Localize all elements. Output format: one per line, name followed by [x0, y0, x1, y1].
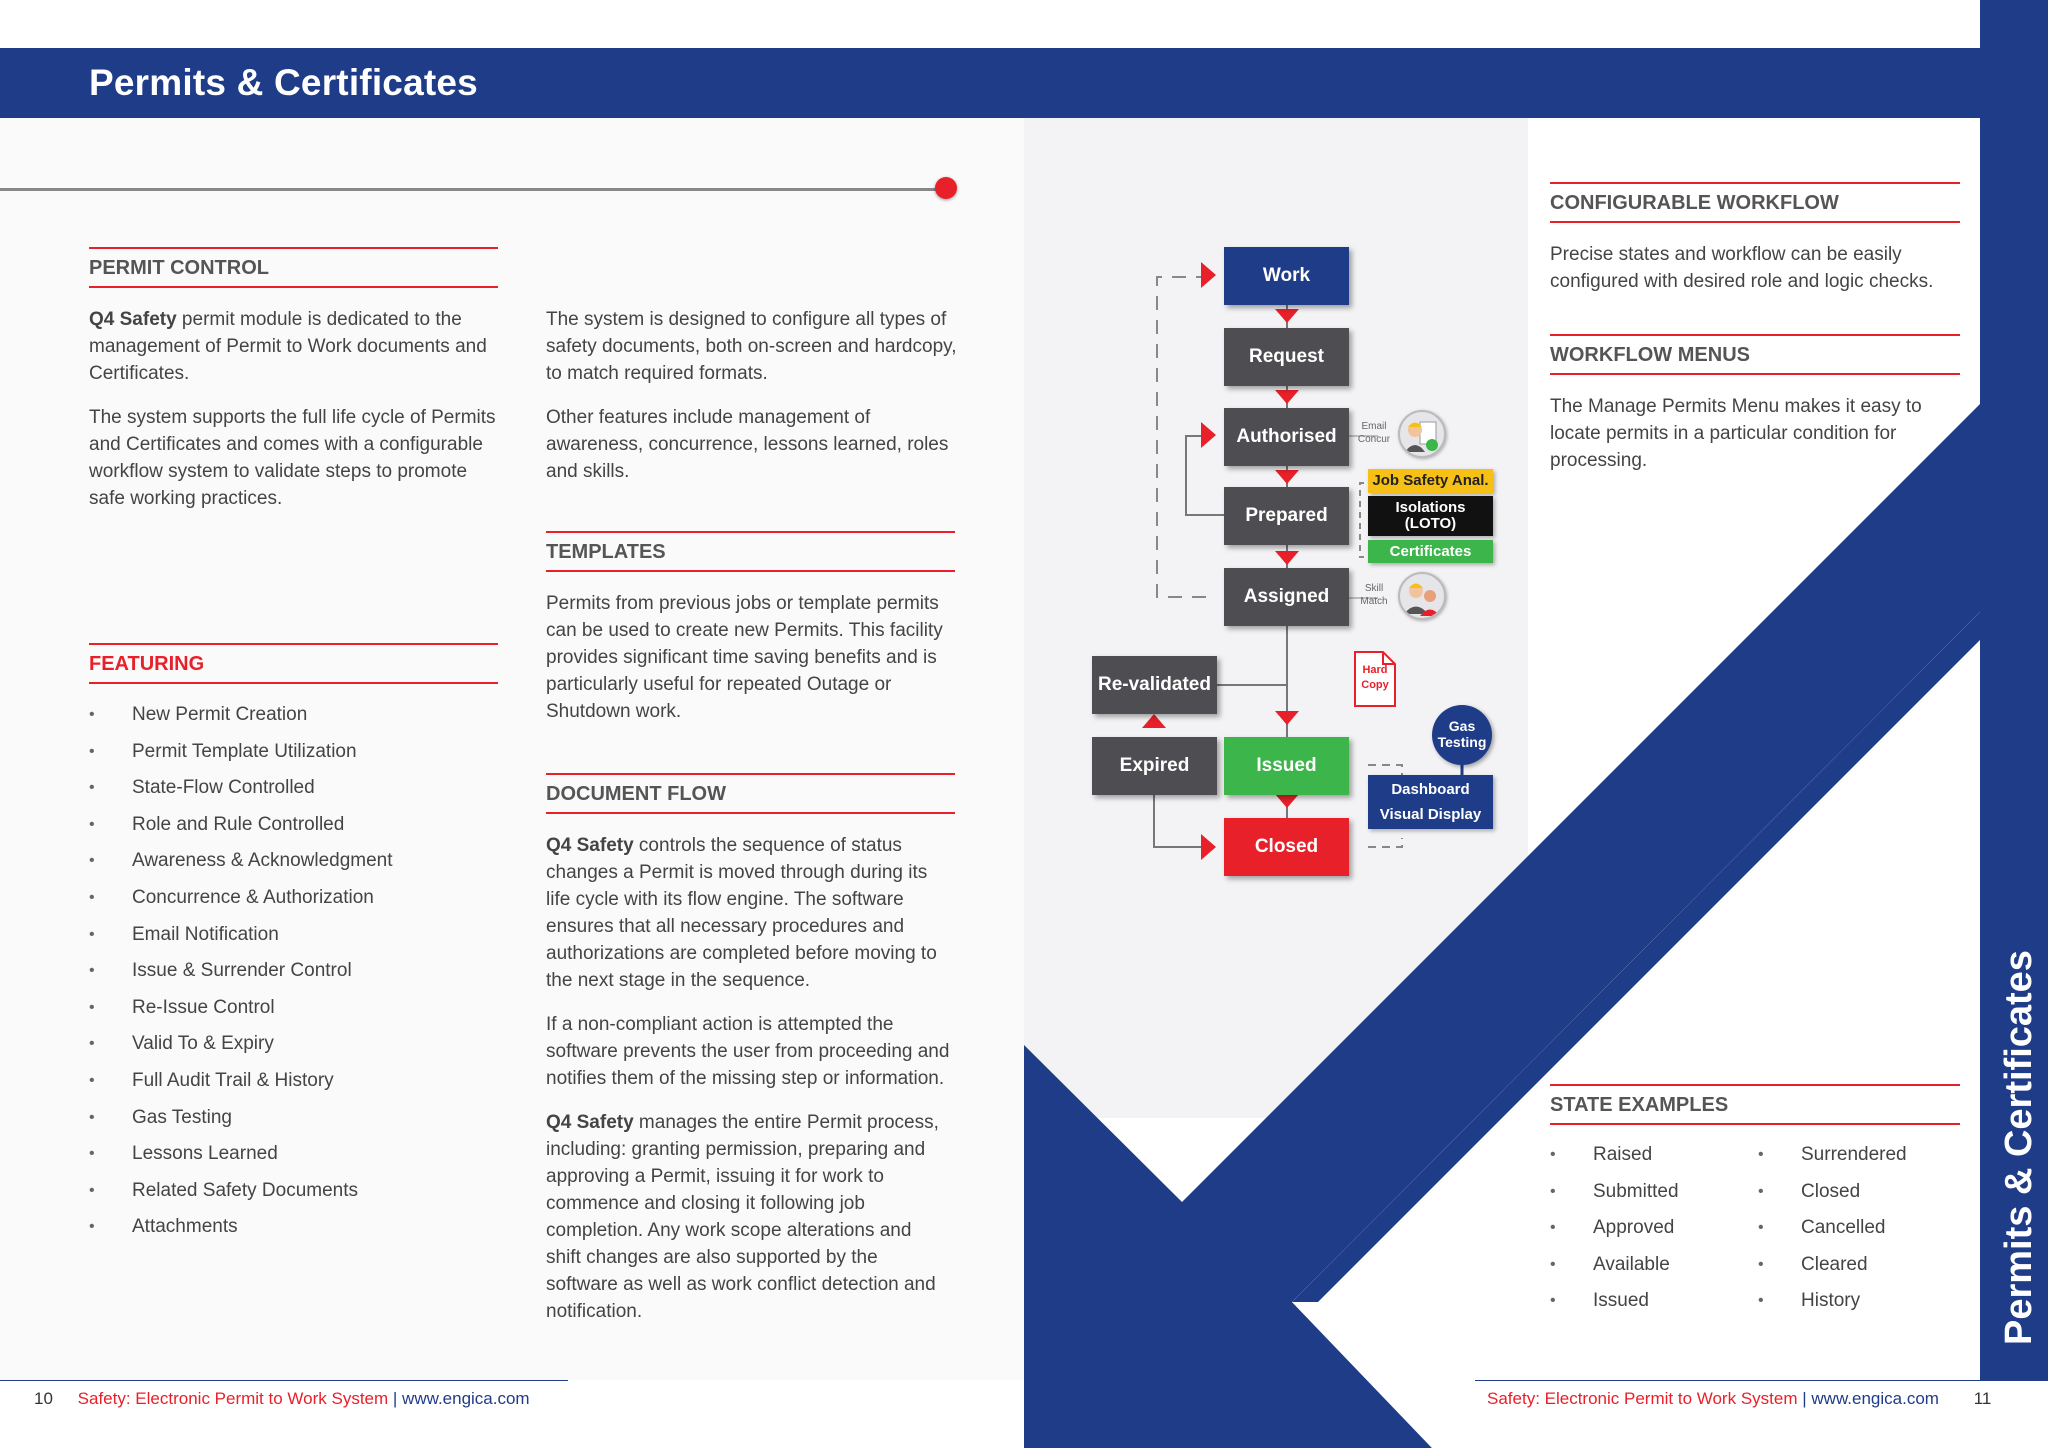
- intro-paragraph-2: Other features include management of awareness, concurrence, lessons learned, roles and skills.: [546, 407, 949, 482]
- hard-copy-label: [1353, 663, 1397, 693]
- workflow-menus-text: [1550, 393, 1955, 491]
- state-issued: Issued: [1224, 737, 1349, 795]
- brand-name: Q4 Safety: [546, 835, 634, 856]
- list-item: • Approved: [1550, 1213, 1760, 1250]
- permit-control-p1-text: permit module is dedicated to the management of Permit to Work documents and Certificates.: [89, 309, 487, 384]
- workflow-menus-paragraph: The Manage Permits Menu makes it easy to locate permits in a particular condition for processing.: [1550, 396, 1922, 471]
- state-assigned: Assigned: [1224, 568, 1349, 626]
- match-label: Match: [1360, 596, 1388, 607]
- list-item: • Role and Rule Controlled: [89, 810, 489, 847]
- list-item: • Concurrence & Authorization: [89, 883, 489, 920]
- list-item: • Gas Testing: [89, 1103, 489, 1140]
- list-item: • Issued: [1550, 1286, 1760, 1323]
- permit-control-paragraph-2: The system supports the full life cycle of Permits and Certificates and comes with a configurable workflow system to validate steps to promote safe working practices.: [89, 407, 496, 509]
- list-item: • Email Notification: [89, 920, 489, 957]
- state-authorised: Authorised: [1224, 408, 1349, 466]
- list-item: • History: [1758, 1286, 1968, 1323]
- email-label: Email: [1361, 421, 1387, 432]
- templates-heading: TEMPLATES: [546, 531, 955, 572]
- concur-label: Concur: [1357, 434, 1391, 445]
- configurable-workflow-heading: CONFIGURABLE WORKFLOW: [1550, 182, 1960, 223]
- list-item: • Related Safety Documents: [89, 1176, 489, 1213]
- footer-title: Safety: Electronic Permit to Work System: [77, 1389, 389, 1408]
- list-item: • Raised: [1550, 1140, 1760, 1177]
- visual-display-label: Visual Display: [1379, 806, 1482, 823]
- configurable-workflow-text: [1550, 241, 1965, 312]
- list-item: • Lessons Learned: [89, 1139, 489, 1176]
- skill-match-label: [1354, 582, 1394, 608]
- brand-name: Q4 Safety: [546, 1112, 634, 1133]
- email-concur-label: [1354, 420, 1394, 446]
- state-request: Request: [1224, 328, 1349, 386]
- list-item: • Cleared: [1758, 1250, 1968, 1287]
- testing-label: Testing: [1437, 734, 1487, 750]
- list-item: • Surrendered: [1758, 1140, 1968, 1177]
- list-item: • Issue & Surrender Control: [89, 956, 489, 993]
- permit-control-heading: PERMIT CONTROL: [89, 247, 498, 288]
- list-item: • State-Flow Controlled: [89, 773, 489, 810]
- worker-document-icon-art: [1400, 412, 1444, 456]
- state-examples-heading: STATE EXAMPLES: [1550, 1084, 1960, 1125]
- brand-name: Q4 Safety: [89, 309, 177, 330]
- workflow-menus-heading: WORKFLOW MENUS: [1550, 334, 1960, 375]
- list-item: • Full Audit Trail & History: [89, 1066, 489, 1103]
- tag-isolations: [1368, 496, 1493, 536]
- right-footer: [1475, 1380, 2048, 1416]
- state-expired: Expired: [1092, 737, 1217, 795]
- page-number: 10: [34, 1389, 53, 1408]
- gas-testing-badge: [1432, 705, 1492, 765]
- list-item: • Submitted: [1550, 1177, 1760, 1214]
- templates-paragraph: Permits from previous jobs or template permits can be used to create new Permits. This facility provides significant time saving benefits and is particularly useful for repeated Outage or Shutdown work.: [546, 593, 943, 722]
- list-item: • Re-Issue Control: [89, 993, 489, 1030]
- document-flow-paragraph-2: If a non-compliant action is attempted the software prevents the user from proceeding and notifies them of the missing step or information.: [546, 1014, 950, 1089]
- workers-icon-art: [1400, 574, 1444, 618]
- skill-label: Skill: [1364, 583, 1384, 594]
- workers-icon: [1398, 572, 1446, 620]
- state-examples-list-1: [1550, 1140, 1760, 1323]
- tag-job-safety-analysis: Job Safety Anal.: [1368, 469, 1493, 493]
- isolations-label: Isolations: [1395, 499, 1466, 516]
- footer-title: Safety: Electronic Permit to Work System: [1487, 1389, 1798, 1408]
- document-flow-heading: DOCUMENT FLOW: [546, 773, 955, 814]
- state-work: Work: [1224, 247, 1349, 305]
- list-item: • Cancelled: [1758, 1213, 1968, 1250]
- configurable-workflow-paragraph: Precise states and workflow can be easily configured with desired role and logic checks.: [1550, 244, 1934, 292]
- list-item: • Closed: [1758, 1177, 1968, 1214]
- list-item: • New Permit Creation: [89, 700, 489, 737]
- state-prepared: Prepared: [1224, 487, 1349, 545]
- footer-separator: |: [1802, 1389, 1807, 1408]
- dashboard-label: Dashboard: [1391, 781, 1470, 798]
- hard-label: Hard: [1362, 664, 1388, 676]
- list-item: • Available: [1550, 1250, 1760, 1287]
- page-number: 11: [1973, 1389, 1992, 1408]
- footer-separator: |: [392, 1389, 398, 1408]
- page-title: Permits & Certificates: [89, 62, 478, 103]
- state-examples-list-2: [1758, 1140, 1968, 1323]
- list-item: • Attachments: [89, 1212, 489, 1249]
- document-flow-p1-text: controls the sequence of status changes a Permit is moved through during its life cycle with its flow engine. The software ensures that all necessary procedures and authorizations are completed before moving to the next stage in the sequence.: [546, 835, 937, 991]
- state-closed: Closed: [1224, 818, 1349, 876]
- featuring-heading: FEATURING: [89, 643, 498, 684]
- list-item: • Awareness & Acknowledgment: [89, 846, 489, 883]
- footer-link[interactable]: www.engica.com: [1811, 1389, 1939, 1408]
- document-flow-p3-text: manages the entire Permit process, including: granting permission, preparing and approving a Permit, issuing it for work to commence and closing it following job completion. Any work scope alterations and shift changes are also supported by the software as well as work conflict detection and notification.: [546, 1112, 939, 1322]
- worker-document-icon: [1398, 410, 1446, 458]
- tag-certificates: Certificates: [1368, 540, 1493, 563]
- dashboard-visual-display: [1368, 775, 1493, 829]
- list-item: • Permit Template Utilization: [89, 737, 489, 774]
- side-title: Permits & Certificates: [1998, 950, 2040, 1345]
- intro-paragraph-1: The system is designed to configure all types of safety documents, both on-screen and hardcopy, to match required formats.: [546, 309, 957, 384]
- list-item: • Valid To & Expiry: [89, 1029, 489, 1066]
- state-revalidated: Re-validated: [1092, 656, 1217, 714]
- copy-label: Copy: [1361, 679, 1389, 691]
- footer-link[interactable]: www.engica.com: [402, 1389, 530, 1408]
- loto-label: (LOTO): [1404, 515, 1457, 532]
- gas-label: Gas: [1448, 718, 1476, 734]
